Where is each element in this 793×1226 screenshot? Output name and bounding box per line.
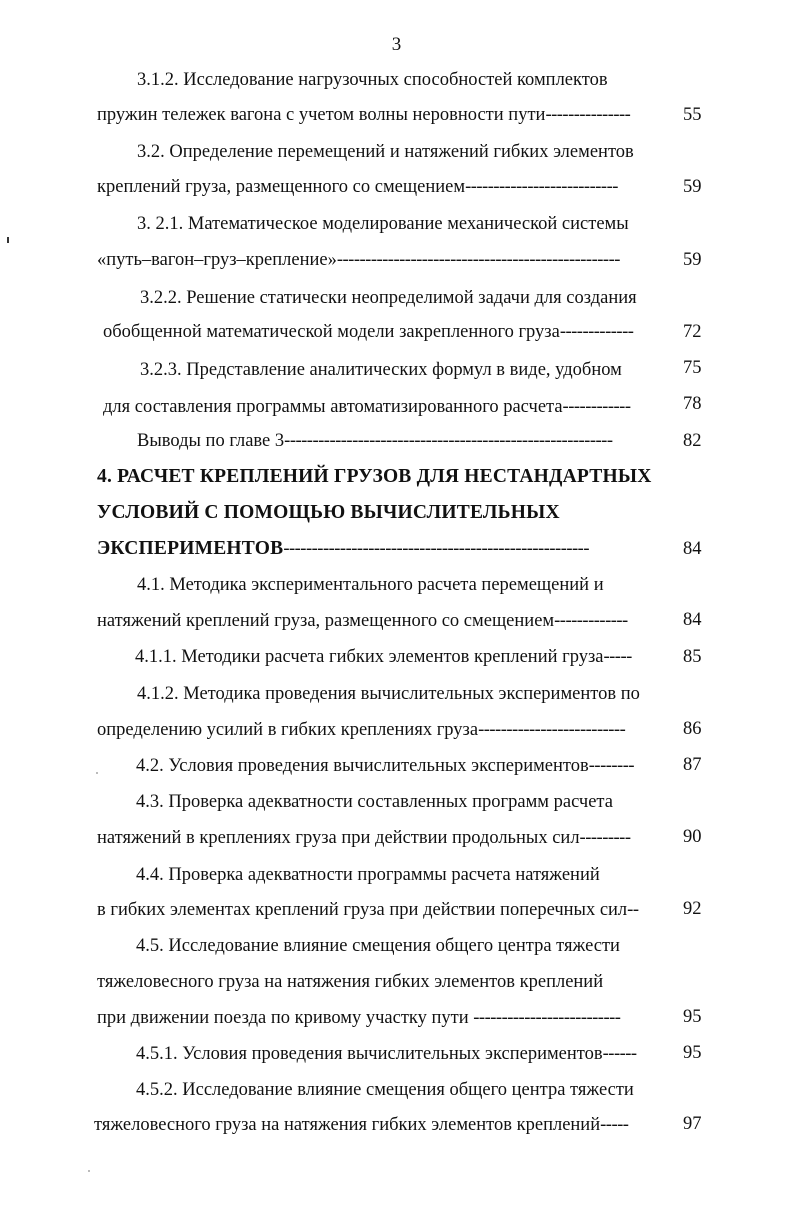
chapter-4-title-line3: ЭКСПЕРИМЕНТОВ------------------------------------------------------ bbox=[97, 538, 590, 559]
toc-entry-4-5-line1: 4.5. Исследование влияние смещения общего центра тяжести bbox=[136, 936, 620, 956]
toc-entry-3-2-2-line1: 3.2.2. Решение статически неопределимой задачи для создания bbox=[140, 288, 637, 308]
toc-entry-4-4-line2: в гибких элементах креплений груза при действии поперечных сил-- bbox=[97, 900, 639, 920]
toc-entry-4-1-line2: натяжений креплений груза, размещенного со смещением------------- bbox=[97, 611, 628, 631]
toc-page-4-5-2: 97 bbox=[683, 1114, 702, 1134]
toc-entry-3-2-1-line2: «путь–вагон–груз–крепление»-------------------------------------------------- bbox=[97, 250, 620, 270]
toc-entry-4-5-1: 4.5.1. Условия проведения вычислительных экспериментов------ bbox=[136, 1044, 637, 1064]
toc-entry-4-3-line2: натяжений в креплениях груза при действии продольных сил--------- bbox=[97, 828, 631, 848]
toc-entry-3-2-2-line2: обобщенной математической модели закрепленного груза------------- bbox=[103, 322, 634, 342]
toc-page-3-2: 59 bbox=[683, 177, 702, 197]
toc-page-4-5: 95 bbox=[683, 1007, 702, 1027]
toc-entry-4-1-line1: 4.1. Методика экспериментального расчета перемещений и bbox=[137, 575, 604, 595]
toc-page-4-2: 87 bbox=[683, 755, 702, 775]
toc-entry-4-5-line2: тяжеловесного груза на натяжения гибких элементов креплений bbox=[97, 972, 604, 992]
toc-entry-4-5-2-line2: тяжеловесного груза на натяжения гибких элементов креплений----- bbox=[94, 1115, 629, 1135]
toc-page-3-2-3b: 78 bbox=[683, 394, 702, 414]
scan-speck bbox=[96, 772, 98, 774]
toc-page-3-2-3: 75 bbox=[683, 358, 702, 378]
toc-page-4-1-2: 86 bbox=[683, 719, 702, 739]
toc-entry-4-1-2-line2: определению усилий в гибких креплениях груза-------------------------- bbox=[97, 720, 626, 740]
toc-entry-3-2-1-line1: 3. 2.1. Математическое моделирование механической системы bbox=[137, 214, 629, 234]
toc-entry-3-2-line2: креплений груза, размещенного со смещением--------------------------- bbox=[97, 177, 618, 197]
toc-entry-4-4-line1: 4.4. Проверка адекватности программы расчета натяжений bbox=[136, 865, 600, 885]
toc-entry-4-1-2-line1: 4.1.2. Методика проведения вычислительных экспериментов по bbox=[137, 684, 640, 704]
scan-mark bbox=[7, 237, 9, 243]
toc-page-conclusions-3: 82 bbox=[683, 431, 702, 451]
scan-speck bbox=[88, 1170, 90, 1172]
toc-entry-3-2-3-line2: для составления программы автоматизированного расчета------------ bbox=[103, 397, 631, 417]
toc-entry-3-2-3-line1: 3.2.3. Представление аналитических формул в виде, удобном bbox=[140, 360, 622, 380]
toc-entry-3-1-2-line2: пружин тележек вагона с учетом волны неровности пути--------------- bbox=[97, 105, 631, 125]
toc-entry-conclusions-3: Выводы по главе 3---------------------------------------------------------- bbox=[137, 431, 613, 451]
chapter-4-title-line2: УСЛОВИЙ С ПОМОЩЬЮ ВЫЧИСЛИТЕЛЬНЫХ bbox=[97, 502, 560, 523]
toc-page-4-5-1: 95 bbox=[683, 1043, 702, 1063]
toc-entry-4-3-line1: 4.3. Проверка адекватности составленных программ расчета bbox=[136, 792, 613, 812]
toc-entry-3-1-2-line1: 3.1.2. Исследование нагрузочных способностей комплектов bbox=[137, 70, 608, 90]
toc-page-4-1-1: 85 bbox=[683, 647, 702, 667]
toc-page-3-1-2: 55 bbox=[683, 105, 702, 125]
toc-entry-4-2: 4.2. Условия проведения вычислительных экспериментов-------- bbox=[136, 756, 635, 776]
toc-page-4-4: 92 bbox=[683, 899, 702, 919]
toc-entry-4-1-1: 4.1.1. Методики расчета гибких элементов креплений груза----- bbox=[135, 647, 632, 667]
toc-entry-4-5-2-line1: 4.5.2. Исследование влияние смещения общего центра тяжести bbox=[136, 1080, 634, 1100]
toc-entry-4-5-line3: при движении поезда по кривому участку пути -------------------------- bbox=[97, 1008, 621, 1028]
toc-page-4-3: 90 bbox=[683, 827, 702, 847]
page-number: 3 bbox=[391, 34, 402, 55]
toc-page-3-2-1: 59 bbox=[683, 250, 702, 270]
toc-entry-3-2-line1: 3.2. Определение перемещений и натяжений гибких элементов bbox=[137, 142, 634, 162]
toc-page-4-1: 84 bbox=[683, 610, 702, 630]
toc-page-3-2-2: 72 bbox=[683, 322, 702, 342]
toc-page-chapter-4: 84 bbox=[683, 539, 702, 559]
chapter-4-title-line1: 4. РАСЧЕТ КРЕПЛЕНИЙ ГРУЗОВ ДЛЯ НЕСТАНДАРТНЫХ bbox=[97, 466, 652, 487]
